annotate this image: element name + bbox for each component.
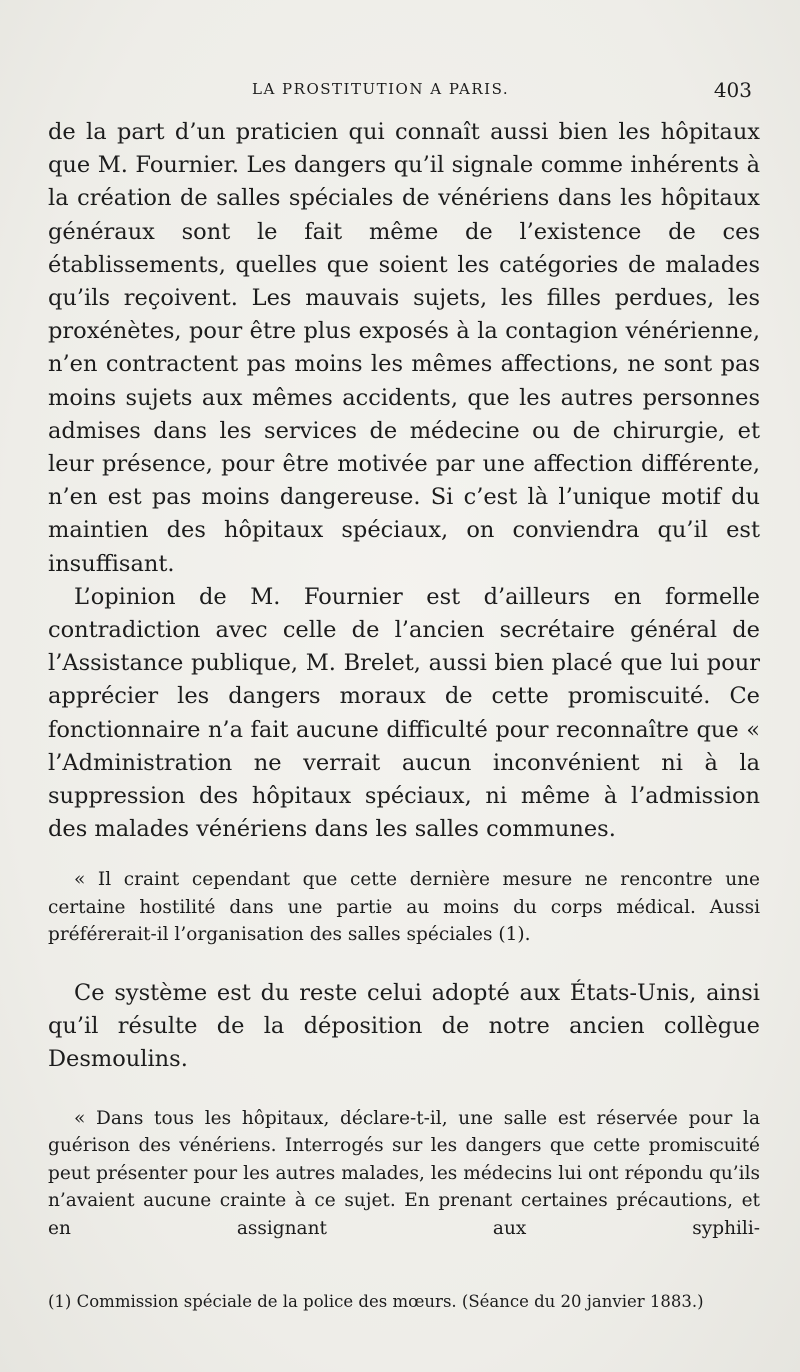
footnote: (1) Commission spéciale de la police des mœurs. (Séance du 20 janvier 1883.)	[48, 1292, 704, 1311]
page-header	[52, 78, 752, 108]
paragraph-fournier-opinion: L’opinion de M. Fournier est d’ailleurs en formelle contradiction avec celle de l’ancien secrétaire général de l’Assistance publique, M. Brelet, aussi bien placé que lui pour apprécier les dangers moraux de cette promiscuité. Ce fonctionnaire n’a fait aucune difficulté pour reconnaître que « l’Administration ne verrait aucun inconvénient ni à la suppression des hôpitaux spéciaux, ni même à l’admission des malades vénériens dans les salles communes.	[48, 583, 760, 843]
paragraph-etats-unis: Ce système est du reste celui adopté aux États-Unis, ainsi qu’il résulte de la déposition de notre ancien collègue Desmoulins.	[48, 979, 760, 1073]
quote-paragraph-desmoulins: « Dans tous les hôpitaux, déclare-t-il, une salle est réservée pour la guérison des vénériens. Interrogés sur les dangers que cette promiscuité peut présenter pour les autres malades, les médecins lui ont répondu qu’ils n’avaient aucune crainte à ce sujet. En prenant certaines précautions, et en assignant aux syphili-	[48, 1107, 760, 1239]
page-number: 403	[713, 78, 752, 102]
paragraph-continued: de la part d’un praticien qui connaît aussi bien les hôpitaux que M. Fournier. Les dangers qu’il signale comme inhérents à la création de salles spéciales de vénériens dans les hôpitaux généraux sont le fait même de l’existence de ces établissements, quelles que soient les catégories de malades qu’ils reçoivent. Les mauvais sujets, les filles perdues, les proxénètes, pour être plus exposés à la contagion vénérienne, n’en contractent pas moins les mêmes affections, ne sont pas moins sujets aux mêmes accidents, que les autres personnes admises dans les services de médecine ou de chirurgie, et leur présence, pour être motivée par une affection différente, n’en est pas moins dangereuse. Si c’est là l’unique motif du maintien des hôpitaux spéciaux, on conviendra qu’il est insuffisant.	[48, 119, 760, 577]
body-text	[48, 116, 760, 1242]
quote-paragraph: « Il craint cependant que cette dernière mesure ne rencontre une certaine hostilité dans une partie au moins du corps médical. Aussi préférerait-il l’organisation des salles spéciales (1).	[48, 869, 760, 946]
running-head: LA PROSTITUTION A PARIS.	[252, 80, 510, 98]
